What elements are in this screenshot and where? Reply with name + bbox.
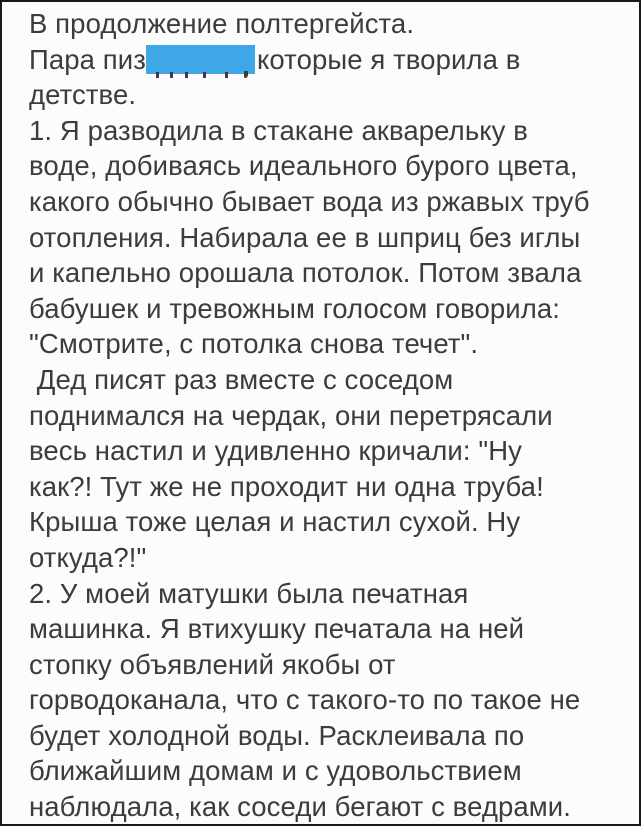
- text-line: [29, 504, 629, 540]
- censor-block: [146, 45, 255, 74]
- text-line: [29, 220, 629, 256]
- text-line: [29, 433, 629, 469]
- text-segment: и капельно орошала потолок. Потом звала: [29, 257, 582, 289]
- text-segment: 2. У моей матушки была печатная: [29, 577, 469, 609]
- post-body: [29, 6, 629, 825]
- text-segment: машинка. Я втихушку печатала на ней: [29, 613, 525, 645]
- censored-letter-descender: [185, 72, 188, 78]
- text-segment: воде, добиваясь идеального бурого цвета,: [29, 150, 578, 182]
- text-line: [29, 753, 629, 789]
- text-line: [29, 291, 629, 327]
- text-line: [29, 255, 629, 291]
- text-segment: В продолжение полтергейста.: [29, 8, 415, 39]
- text-line: [29, 576, 629, 612]
- censored-letter-descender: [225, 72, 228, 78]
- text-line: [29, 184, 629, 220]
- censored-letter-descender: [156, 72, 159, 78]
- text-line: [29, 148, 629, 184]
- text-line: [29, 647, 629, 683]
- text-segment: Пара пиз: [29, 43, 146, 75]
- censored-letter-descender: [244, 71, 248, 78]
- text-line: [29, 6, 629, 42]
- censored-letter-descender: [170, 72, 173, 78]
- text-line: [29, 469, 629, 505]
- text-segment: бабушек и тревожным голосом говорила:: [29, 292, 561, 324]
- text-segment: 1. Я разводила в стакане акварельку в: [29, 114, 528, 146]
- text-segment: детстве.: [29, 79, 137, 111]
- text-line: [29, 398, 629, 434]
- text-line: [29, 326, 629, 362]
- text-line: [29, 42, 629, 78]
- text-segment: откуда?!": [29, 541, 147, 573]
- text-segment: которые я творила в: [256, 43, 521, 75]
- text-segment: Крыша тоже целая и настил сухой. Ну: [29, 506, 521, 538]
- text-segment: какого обычно бывает вода из ржавых труб: [29, 185, 590, 217]
- text-segment: горводоканала, что с такого-то по такое не: [29, 684, 581, 716]
- text-segment: Дед писят раз вместе с соседом: [29, 363, 454, 395]
- text-segment: отопления. Набирала ее в шприц без иглы: [29, 221, 581, 253]
- text-segment: стопку объявлений якобы от: [29, 648, 396, 680]
- text-line: [29, 682, 629, 718]
- text-line: [29, 611, 629, 647]
- censored-letter-descender: [203, 72, 206, 78]
- text-segment: "Смотрите, с потолка снова течет".: [29, 328, 479, 360]
- text-segment: наблюдала, как соседи бегают с ведрами.: [29, 791, 572, 823]
- text-line: [29, 540, 629, 576]
- text-segment: ближайшим домам и с удовольствием: [29, 755, 522, 787]
- text-line: [29, 789, 629, 825]
- text-line: [29, 77, 629, 113]
- text-segment: будет холодной воды. Расклеивала по: [29, 719, 525, 751]
- text-line: [29, 718, 629, 754]
- text-segment: весь настил и удивленно кричали: "Ну: [29, 435, 523, 467]
- text-segment: как?! Тут же не проходит ни одна труба!: [29, 470, 544, 502]
- text-line: [29, 113, 629, 149]
- text-segment: поднимался на чердак, они перетрясали: [29, 399, 553, 431]
- text-line: [29, 362, 629, 398]
